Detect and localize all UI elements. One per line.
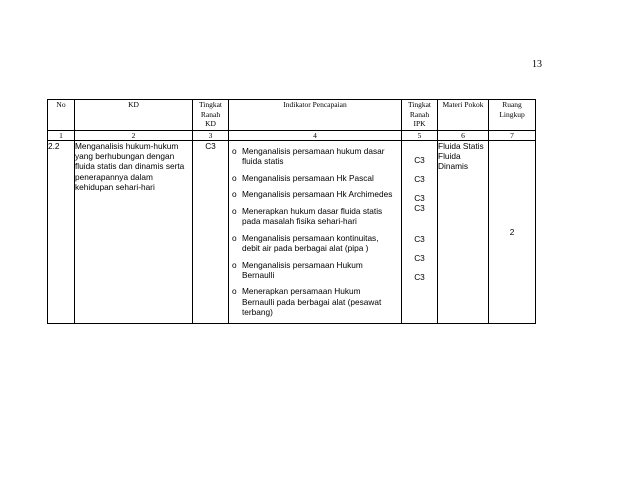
ranah-ipk-value: C3 [414,272,425,282]
column-number-row [48,131,536,141]
materi-line: Dinamis [438,161,468,172]
header-ruang-lingkup [489,100,536,131]
page-number: 13 [532,59,542,70]
circle-bullet-icon: o [232,232,237,243]
circle-bullet-icon: o [232,259,237,270]
indicator-text: Menganalisis persamaan hukum dasar fluida statis [242,146,385,167]
indicator-item [232,260,395,280]
column-number: 1 [48,131,75,141]
circle-bullet-icon: o [232,189,237,200]
ranah-ipk-value: C3 [414,253,425,263]
header-line: IPK [413,119,426,128]
indicator-item [232,233,395,253]
indicator-item [232,206,395,226]
column-number: 2 [75,131,193,141]
indicator-item [232,286,395,317]
indicator-item [232,146,395,166]
ranah-ipk-value: C3 [414,193,425,203]
indicator-text: Menerapkan persamaan Hukum Bernaulli pada berbagai alat (pesawat terbang) [242,286,382,317]
header-line: Tingkat [198,100,223,109]
ranah-ipk-value: C3 [414,174,425,184]
materi-line: Fluida [438,151,461,162]
indicator-item [232,173,395,183]
content-row [48,141,536,324]
header-line: Ruang [502,100,522,109]
ruang-lingkup-value: 2 [489,141,536,324]
column-number: 5 [402,131,438,141]
header-line: Tingkat [407,100,432,109]
ranah-ipk-value: C3 [414,155,425,165]
circle-bullet-icon: o [232,146,237,156]
header-tingkat-ranah-ipk [402,100,438,131]
indicator-list [229,141,401,323]
indicator-cell [229,141,402,324]
materi-cell [438,141,489,324]
circle-bullet-icon: o [232,205,237,216]
column-number: 6 [438,131,489,141]
header-line: Ranah [200,109,221,119]
circle-bullet-icon: o [232,286,237,297]
column-number: 3 [193,131,229,141]
column-number: 7 [489,131,536,141]
ranah-ipk-value: C3 [414,203,425,213]
header-row [48,100,536,131]
syllabus-table [47,99,536,324]
header-line: Lingkup [499,109,525,119]
header-kd: KD [75,100,193,131]
indicator-text: Menganalisis persamaan kontinuitas, debit air pada berbagai alat (pipa ) [242,232,379,253]
indicator-text: Menerapkan hukum dasar fluida statis pada masalah fisika sehari-hari [242,205,383,227]
row-no: 2.2 [48,141,75,324]
ranah-kd: C3 [193,141,229,324]
column-number: 4 [229,131,402,141]
indicator-text: Menganalisis persamaan Hukum Bernaulli [242,259,363,280]
header-no: No [48,100,75,131]
header-materi-pokok: Materi Pokok [438,100,489,131]
indicator-item [232,189,395,199]
indicator-text: Menganalisis persamaan Hk Archimedes [242,189,393,200]
header-tingkat-ranah-kd [193,100,229,131]
indicator-text: Menganalisis persamaan Hk Pascal [242,172,374,183]
circle-bullet-icon: o [232,172,237,183]
header-indikator: Indikator Pencapaian [229,100,402,131]
kd-text: Menganalisis hukum-hukum yang berhubungan dengan fluida statis dan dinamis serta penerapannya dalam kehidupan sehari-hari [75,141,193,324]
materi-line: Fluida Statis [438,141,484,151]
ranah-ipk-cell [402,141,438,324]
ranah-ipk-value: C3 [414,234,425,244]
header-line: KD [205,119,216,128]
header-line: Ranah [409,109,430,119]
